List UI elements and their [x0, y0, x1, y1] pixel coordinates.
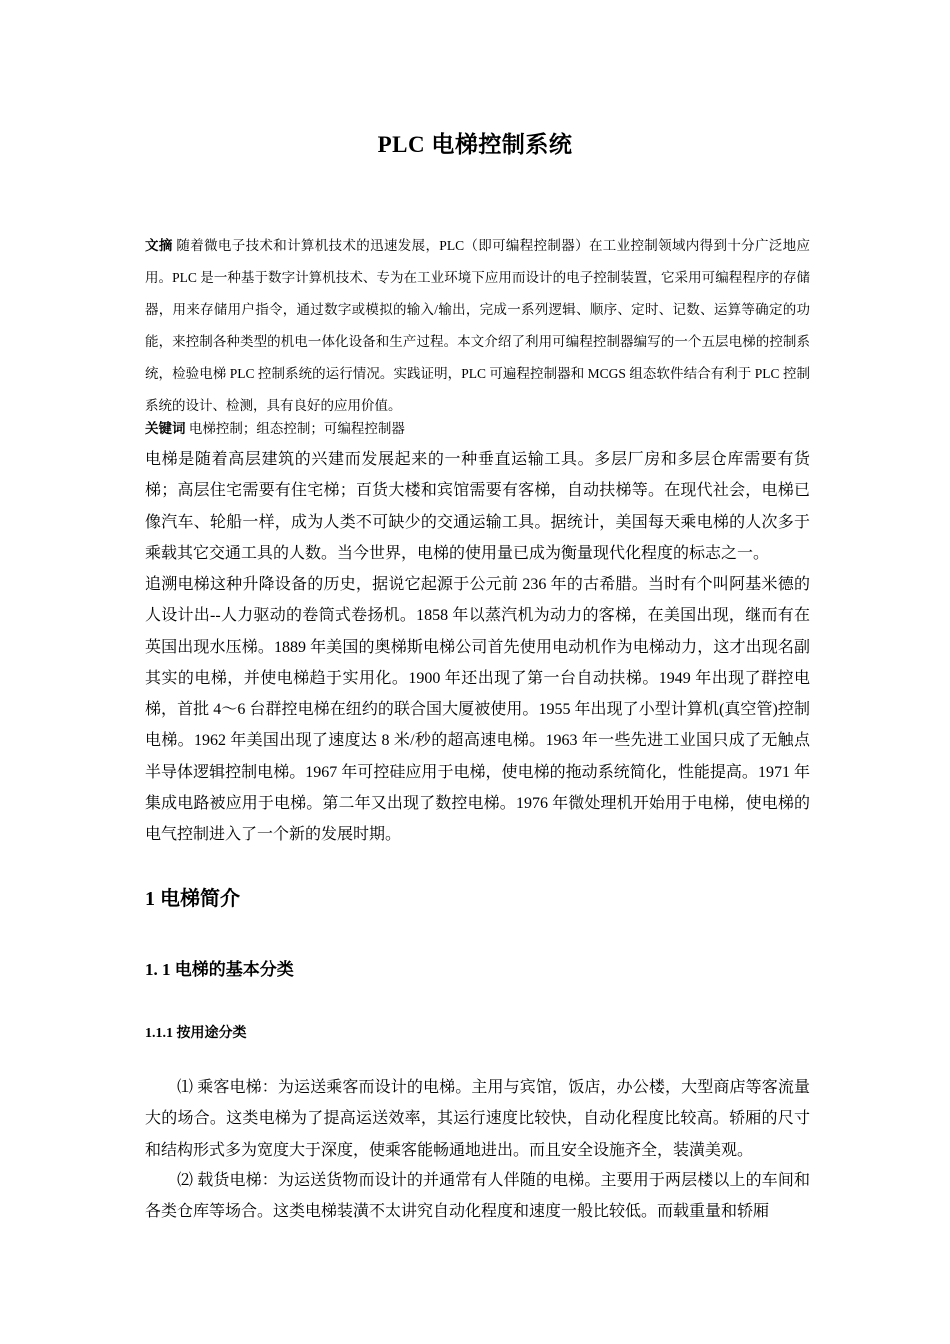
list-item-passenger-elevator: ⑴ 乘客电梯：为运送乘客而设计的电梯。主用与宾馆，饭店，办公楼，大型商店等客流量大的场合。这类电梯为了提高运送效率，其运行速度比较快，自动化程度比较高。轿厢的尺寸和结构形式多为宽度大于深度，使乘客能畅通地进出。而且安全设施齐全，装潢美观。: [145, 1079, 810, 1159]
section-heading-1-1-1: 1.1.1 按用途分类: [145, 1026, 247, 1041]
intro-paragraph-1: 电梯是随着高层建筑的兴建而发展起来的一种垂直运输工具。多层厂房和多层仓库需要有货梯；高层住宅需要有住宅梯；百货大楼和宾馆需要有客梯，自动扶梯等。在现代社会，电梯已像汽车、轮船一样，成为人类不可缺少的交通运输工具。据统计，美国每天乘电梯的人次多于乘载其它交通工具的人数。当今世界，电梯的使用量已成为衡量现代化程度的标志之一。: [145, 451, 810, 562]
intro-paragraph-2: 追溯电梯这种升降设备的历史，据说它起源于公元前 236 年的古希腊。当时有个叫阿基米德的人设计出--人力驱动的卷筒式卷扬机。1858 年以蒸汽机为动力的客梯，在美国出现，继而有在英国出现水压梯。1889 年美国的奥梯斯电梯公司首先使用电动机作为电梯动力，这才出现名副其实的电梯，并使电梯趋于实用化。1900 年还出现了第一台自动扶梯。1949 年出现了群控电梯，首批 4～6 台群控电梯在纽约的联合国大厦被使用。1955 年出现了小型计算机(真空管)控制电梯。1962 年美国出现了速度达 8 米/秒的超高速电梯。1963 年一些先进工业国只成了无触点半导体逻辑控制电梯。1967 年可控硅应用于电梯，使电梯的拖动系统简化，性能提高。1971 年集成电路被应用于电梯。第二年又出现了数控电梯。1976 年微处理机开始用于电梯，使电梯的电气控制进入了一个新的发展时期。: [145, 576, 810, 844]
keywords-text: 电梯控制；组态控制；可编程控制器: [185, 421, 405, 436]
document-title: PLC 电梯控制系统: [377, 132, 573, 157]
section-heading-1: 1 电梯简介: [145, 888, 240, 910]
abstract-label: 文摘: [145, 238, 173, 253]
section-heading-1-1: 1. 1 电梯的基本分类: [145, 960, 294, 979]
keywords-line: [145, 418, 810, 440]
list-item-freight-elevator: ⑵ 载货电梯：为运送货物而设计的并通常有人伴随的电梯。主要用于两层楼以上的车间和各类仓库等场合。这类电梯装潢不太讲究自动化程度和速度一般比较低。而载重量和轿厢: [145, 1172, 810, 1221]
abstract-paragraph: [145, 230, 810, 422]
keywords-label: 关键词: [145, 421, 186, 436]
abstract-text: 随着微电子技术和计算机技术的迅速发展，PLC（即可编程控制器）在工业控制领域内得到十分广泛地应用。PLC 是一种基于数字计算机技术、专为在工业环境下应用而设计的电子控制装置，它采用可编程程序的存储器，用来存储用户指令，通过数字或模拟的输入/输出，完成一系列逻辑、顺序、定时、记数、运算等确定的功能，来控制各种类型的机电一体化设备和生产过程。本文介绍了利用可编程控制器编写的一个五层电梯的控制系统，检验电梯 PLC 控制系统的运行情况。实践证明，PLC 可遍程控制器和 MCGS 组态软件结合有利于 PLC 控制系统的设计、检测，具有良好的应用价值。: [145, 238, 811, 413]
